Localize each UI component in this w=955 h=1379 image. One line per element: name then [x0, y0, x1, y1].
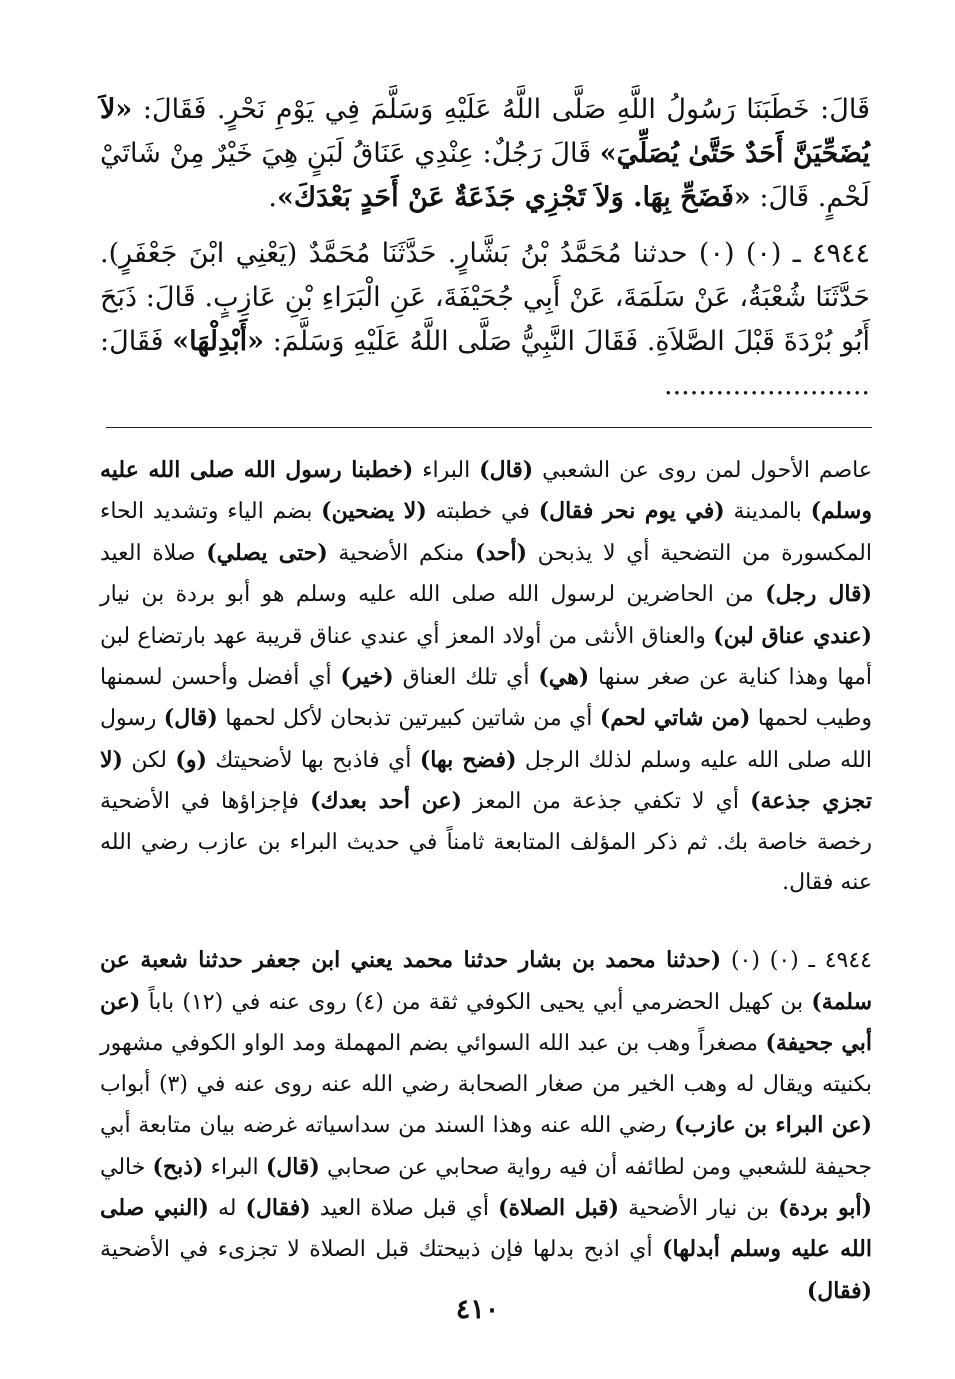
bold-text-segment: «فَضَحِّ بِهَا. وَلاَ تَجْزِي جَذَعَةٌ عَنْ أَحَدٍ بَعْدَكَ» — [277, 182, 751, 213]
bold-text-segment: (قال رجل) — [765, 581, 872, 608]
text-segment: البراء — [413, 458, 480, 483]
text-segment: له — [208, 1195, 246, 1221]
text-segment: بضم الياء وتشديد الحاء المكسورة من التضحية أي لا يذبحن — [100, 499, 873, 566]
text-segment: . — [268, 182, 278, 213]
text-segment: أي من شاتين كبيرتين تذبحان لأكل لحمها — [217, 706, 600, 732]
bold-text-segment: (عن البراء بن عازب) — [674, 1112, 872, 1139]
bold-text-segment: «لاَ يُضَحِّيَنَّ أَحَدٌ حَتَّىٰ يُصَلِّيَ» — [100, 94, 870, 169]
bold-text-segment: (أبو بردة) — [778, 1194, 872, 1221]
bold-text-segment: (حتى يصلي) — [206, 539, 328, 566]
text-segment: أي تلك العناق — [393, 665, 539, 691]
text-segment: عاصم الأحول لمن روى عن الشعبي — [533, 458, 872, 483]
commentary-paragraph-2 — [100, 940, 872, 1312]
bold-text-segment: (قبل الصلاة) — [498, 1194, 620, 1221]
text-segment: ٤٩٤٤ ـ (٠) (٠) حدثنا مُحَمَّدُ بْنُ بَشَّارٍ. حَدَّثَنَا مُحَمَّدٌ (يَعْنِي ابْنَ جَعْفَرٍ). حَدَّثَنَا شُعْبَةُ، عَنْ سَلَمَةَ، عَنْ أَبِي جُحَيْفَةَ، عَنِ الْبَرَاءِ بْنِ عَازِبٍ. قَالَ: ذَبَحَ أَبُو بُرْدَةَ قَبْلَ الصَّلاَةِ. فَقَالَ النَّبِيُّ صَلَّى اللَّهُ عَلَيْهِ وَسَلَّمَ: — [100, 238, 870, 357]
text-segment: رضي الله عنه وهذا السند من سداسياته غرضه بيان متابعة أبي جحيفة للشعبي ومن لطائفه أن فيه رواية صحابي عن صحابي — [100, 1113, 872, 1180]
bold-text-segment: (عندي عناق لبن) — [713, 622, 873, 649]
text-segment: منكم الأضحية — [327, 540, 475, 566]
text-segment: لكن — [122, 747, 176, 773]
bold-text-segment: (خير) — [340, 664, 394, 691]
text-segment: فَقَالَ: ........................ — [100, 326, 870, 401]
text-segment: بن كهيل الحضرمي أبي يحيى الكوفي ثقة من (٤) روى عنه في (١٢) باباً — [140, 989, 812, 1015]
text-segment: أي لا تكفي جذعة من المعز — [461, 789, 751, 815]
bold-text-segment: (قال) — [163, 705, 218, 732]
text-segment: والعناق الأنثى من أولاد المعز أي عندي عناق قريبة عهد بارتضاع لبن أمها وهذا كناية عن صغر سنها — [100, 623, 872, 691]
bold-text-segment: (فقال) — [245, 1194, 311, 1221]
main-text — [100, 88, 870, 408]
text-segment: قَالَ: خَطَبَنَا رَسُولُ اللَّهِ صَلَّى اللَّهُ عَلَيْهِ وَسَلَّمَ فِي يَوْمِ نَحْرٍ. فَقَالَ: — [132, 94, 870, 125]
text-segment: البراء — [203, 1154, 266, 1180]
text-segment: قَالَ رَجُلٌ: عِنْدِي عَنَاقُ لَبَنٍ هِيَ خَيْرٌ مِنْ شَاتَيْ لَحْمٍ. قَالَ: — [100, 138, 870, 213]
text-segment: أي أفضل وأحسن لسمنها وطيب لحمها — [100, 665, 873, 732]
text-segment: في خطبته — [426, 499, 539, 525]
bold-text-segment: (ذبح) — [152, 1153, 204, 1180]
main-paragraph-1 — [100, 88, 870, 220]
footnote-divider — [106, 427, 872, 428]
text-segment: أي فاذبح بها لأضحيتك — [206, 747, 420, 773]
text-segment: من الحاضرين لرسول الله صلى الله عليه وسلم هو أبو بردة بن نيار — [100, 582, 766, 608]
bold-text-segment: (لا تجزي جذعة) — [100, 746, 872, 815]
bold-text-segment: (في يوم نحر فقال) — [538, 498, 725, 525]
bold-text-segment: (من شاتي لحم) — [599, 705, 751, 732]
bold-text-segment: «أَبْدِلْهَا» — [172, 326, 265, 357]
bold-text-segment: (هي) — [538, 664, 590, 691]
text-segment: ٤٩٤٤ ـ (٠) (٠) — [721, 948, 872, 974]
bold-text-segment: (عن أبي جحيفة) — [100, 988, 872, 1057]
bold-text-segment: (خطبنا رسول الله صلى الله عليه وسلم) — [100, 457, 872, 525]
page-number: ٤١٠ — [455, 1294, 500, 1325]
bold-text-segment: (عن أحد بعدك) — [310, 788, 462, 815]
commentary-text — [100, 450, 872, 1312]
text-segment: بن نيار الأضحية — [619, 1195, 779, 1221]
bold-text-segment: (حدثنا محمد بن بشار حدثنا محمد يعني ابن جعفر حدثنا شعبة عن سلمة) — [100, 947, 873, 1015]
text-segment: أي قبل صلاة العيد — [310, 1195, 499, 1221]
bold-text-segment: (فقال) — [806, 1277, 872, 1304]
commentary-paragraph-1 — [100, 450, 872, 903]
text-segment: رسول الله صلى الله عليه وسلم لذلك الرجل — [100, 706, 872, 773]
bold-text-segment: (النبي صلى الله عليه وسلم أبدلها) — [100, 1194, 872, 1263]
text-segment: مصغراً وهب بن عبد الله السوائي بضم المهملة ومد الواو الكوفي مشهور بكنيته ويقال له وهب الخير من صغار الصحابة رضي الله عنه روى عنه في (٣) أبواب — [100, 1031, 873, 1097]
text-segment: أي اذبح بدلها فإن ذبيحتك قبل الصلاة لا تجزىء في الأضحية — [100, 1237, 663, 1263]
text-segment: خالي — [100, 1154, 153, 1180]
bold-text-segment: (قال) — [479, 457, 534, 483]
bold-text-segment: (و) — [175, 746, 207, 773]
text-segment: صلاة العيد — [100, 540, 207, 566]
bold-text-segment: (أحد) — [474, 539, 527, 566]
main-paragraph-2 — [100, 232, 870, 408]
bold-text-segment: (فضح بها) — [419, 746, 517, 773]
bold-text-segment: (لا يضحين) — [321, 498, 427, 525]
bold-text-segment: (قال) — [265, 1153, 320, 1180]
text-segment: بالمدينة — [724, 499, 811, 525]
text-segment: فإجزاؤها في الأضحية رخصة خاصة بك. ثم ذكر المؤلف المتابعة ثامناً في حديث البراء بن عازب رضي الله عنه فقال. — [100, 789, 872, 896]
